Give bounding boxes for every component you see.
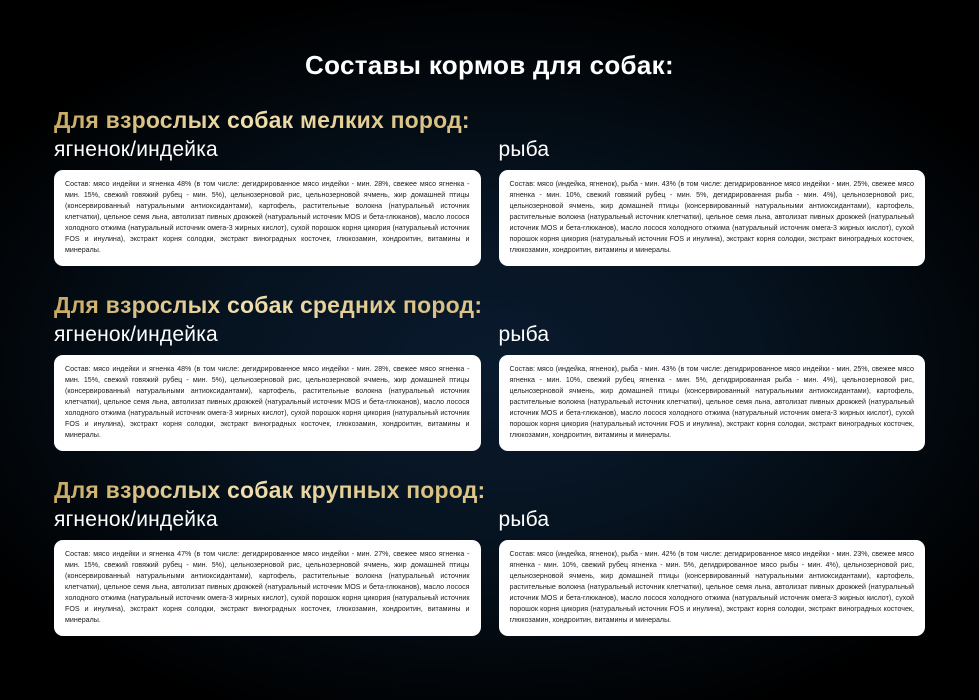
column-fish <box>499 136 926 266</box>
section-columns <box>54 506 925 636</box>
composition-card: Состав: мясо индейки и ягненка 48% (в том числе: дегидрированное мясо индейки - мин. 28%, свежее мясо ягненка - мин. 15%, свежий говяжий рубец - мин. 5%), цельнозерновой рис, цельнозерновой ячмень, жир домашней птицы (консервированный натуральными антиоксидантами), картофель, растительные волокна (натуральный источник клетчатки), цельное семя льна, автолизат пивных дрожжей (натуральный источник MOS и бета-глюканов), масло лосося холодного отжима (натуральный источник омега-3 жирных кислот), сухой порошок корня цикория (натуральный источник FOS и инулина), экстракт корня солодки, экстракт виноградных косточек, глюкозамин, хондроитин, витамины и минералы. <box>54 170 481 266</box>
section-heading: Для взрослых собак средних пород: <box>54 292 925 319</box>
section-columns <box>54 136 925 266</box>
flavor-label: ягненок/индейка <box>54 508 218 531</box>
flavor-label: ягненок/индейка <box>54 138 218 161</box>
composition-card: Состав: мясо (индейка, ягненок), рыба - мин. 43% (в том числе: дегидрированное мясо индейки - мин. 25%, свежее мясо ягненка - мин. 10%, свежий рубец ягненка - мин. 5%, дегидрированная рыба - мин. 4%), цельнозерновой рис, цельнозерновой ячмень, жир домашней птицы (консервированный натуральными антиоксидантами), картофель, растительные волокна (натуральный источник клетчатки), цельное семя льна, автолизат пивных дрожжей (натуральный источник MOS и бета-глюканов), масло лосося холодного отжима (натуральный источник омега-3 жирных кислот), сухой порошок корня цикория (натуральный источник FOS и инулина), экстракт корня солодки, экстракт виноградных косточек, глюкозамин, хондроитин, витамины и минералы. <box>499 355 926 451</box>
composition-card: Состав: мясо индейки и ягненка 48% (в том числе: дегидрированное мясо индейки - мин. 28%, свежее мясо ягненка - мин. 15%, свежий говяжий рубец - мин. 5%), цельнозерновой рис, цельнозерновой ячмень, жир домашней птицы (консервированный натуральными антиоксидантами), картофель, растительные волокна (натуральный источник клетчатки), цельное семя льна, автолизат пивных дрожжей (натуральный источник MOS и бета-глюканов), масло лосося холодного отжима (натуральный источник омега-3 жирных кислот), сухой порошок корня цикория (натуральный источник FOS и инулина), экстракт корня солодки, экстракт виноградных косточек, глюкозамин, хондроитин, витамины и минералы. <box>54 355 481 451</box>
section-medium-breeds <box>54 292 925 451</box>
column-fish <box>499 506 926 636</box>
flavor-label: рыба <box>498 508 550 531</box>
section-small-breeds <box>54 107 925 266</box>
composition-card: Состав: мясо (индейка, ягненок), рыба - мин. 43% (в том числе: дегидрированное мясо индейки - мин. 25%, свежее мясо ягненка - мин. 10%, свежий говяжий рубец - мин. 5%, дегидрированная рыба - мин. 4%), цельнозерновой рис, цельнозерновой ячмень, жир домашней птицы (консервированный натуральными антиоксидантами), картофель, растительные волокна (натуральный источник клетчатки), цельное семя льна, автолизат пивных дрожжей (натуральный источник MOS и бета-глюканов), масло лосося холодного отжима (натуральный источник омега-3 жирных кислот), сухой порошок корня цикория (натуральный источник FOS и инулина), экстракт корня солодки, экстракт виноградных косточек, глюкозамин, хондроитин, витамины и минералы. <box>499 170 926 266</box>
flavor-label: ягненок/индейка <box>54 323 218 346</box>
section-heading: Для взрослых собак мелких пород: <box>54 107 925 134</box>
section-large-breeds <box>54 477 925 636</box>
section-columns <box>54 321 925 451</box>
composition-card: Состав: мясо (индейка, ягненок), рыба - мин. 42% (в том числе: дегидрированное мясо индейки - мин. 23%, свежее мясо ягненка - мин. 10%, свежий рубец ягненка - мин. 5%, дегидрированное мясо рыбы - мин. 4%), цельнозерновой рис, цельнозерновой ячмень, жир домашней птицы (консервированный натуральными антиоксидантами), картофель, растительные волокна (натуральный источник клетчатки), цельное семя льна, автолизат пивных дрожжей (натуральный источник MOS и бета-глюканов), масло лосося холодного отжима (натуральный источник омега-3 жирных кислот), сухой порошок корня цикория (натуральный источник FOS и инулина), экстракт корня солодки, экстракт виноградных косточек, глюкозамин, хондроитин, витамины и минералы. <box>499 540 926 636</box>
page-title: Составы кормов для собак: <box>305 50 674 80</box>
flavor-label: рыба <box>498 138 550 161</box>
composition-card: Состав: мясо индейки и ягненка 47% (в том числе: дегидрированное мясо индейки - мин. 27%, свежее мясо ягненка - мин. 15%, свежий говяжий рубец - мин. 5%), цельнозерновой рис, цельнозерновой ячмень, жир домашней птицы (консервированный натуральными антиоксидантами), картофель, растительные волокна (натуральный источник клетчатки), цельное семя льна, автолизат пивных дрожжей (натуральный источник MOS и бета-глюканов), масло лосося холодного отжима (натуральный источник омега-3 жирных кислот), сухой порошок корня цикория (натуральный источник FOS и инулина), экстракт корня солодки, экстракт виноградных косточек, глюкозамин, хондроитин, витамины и минералы. <box>54 540 481 636</box>
column-lamb-turkey <box>54 506 481 636</box>
column-fish <box>499 321 926 451</box>
column-lamb-turkey <box>54 321 481 451</box>
section-heading: Для взрослых собак крупных пород: <box>54 477 925 504</box>
column-lamb-turkey <box>54 136 481 266</box>
flavor-label: рыба <box>498 323 550 346</box>
